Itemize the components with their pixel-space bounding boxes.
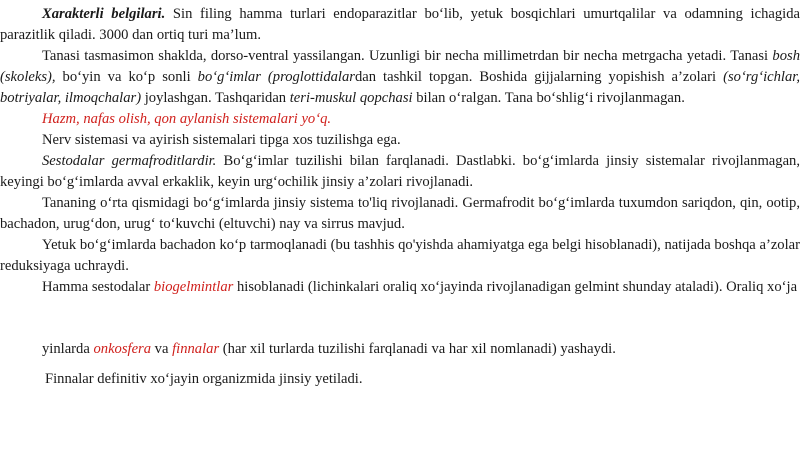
text-run: va xyxy=(151,341,173,357)
paragraph-body-structure xyxy=(0,46,800,109)
text-run: yinlarda xyxy=(42,341,94,357)
italic-term: bosh (skoleks), xyxy=(0,48,800,85)
italic-term: (so‘rg‘ichlar, botriyalar, ilmoqchalar) xyxy=(0,69,800,106)
paragraph-finnae-maturation: Finnalar definitiv xo‘jayin organizmida jinsiy yetiladi. xyxy=(45,371,363,387)
text-run: hisoblanadi (lichinkalari oraliq xo‘jayinda rivojlanadigan gelmint shunday ataladi). Oraliq xo‘ja xyxy=(233,279,798,295)
highlighted-term: biogelmintlar xyxy=(153,279,234,295)
paragraph-larval-stages xyxy=(42,339,800,360)
paragraph-text: Sin filing hamma turlari endoparazitlar bo‘lib, yetuk bosqichlari umurtqalilar va odamning ichagida parazitlik qiladi. 3000 dan ortiq turi ma’lum. xyxy=(0,6,800,43)
text-run: Hamma sestodalar xyxy=(42,279,154,295)
highlighted-term: onkosfera xyxy=(93,341,152,357)
paragraph-text: Bo‘g‘imlar tuzilishi bilan farqlanadi. Dastlabki. bo‘g‘imlarda jinsiy sistemalar rivojlanmagan, keyingi bo‘g‘imlarda avval erkaklik, keyin urg‘ochilik jinsiy a’zolari rivojlanadi. xyxy=(0,153,800,190)
text-run: bo‘yin va ko‘p sonli xyxy=(55,69,198,85)
text-block xyxy=(0,4,800,298)
highlighted-term: finnalar xyxy=(172,341,220,357)
text-run: bilan o‘ralgan. Tana bo‘shlig‘i rivojlanmagan. xyxy=(412,90,685,106)
text-run: Tanasi tasmasimon shaklda, dorso-ventral yassilangan. Uzunligi bir necha millimetrdan bir necha metrgacha yetadi. Tanasi xyxy=(42,48,773,64)
paragraph-nervous-system: Nerv sistemasi va ayirish sistemalari tipga xos tuzilishga ega. xyxy=(42,132,401,148)
text-run: joylashgan. Tashqaridan xyxy=(141,90,290,106)
paragraph-mature-segments: Yetuk bo‘g‘imlarda bachadon ko‘p tarmoqlanadi (bu tashhis qo'yishda ahamiyatga ega belgi hisoblanadi), natijada boshqa a’zolar reduksiyaga uchraydi. xyxy=(0,237,800,274)
text-run: (har xil turlarda tuzilishi farqlanadi va har xil nomlanadi) yashaydi. xyxy=(219,341,616,357)
italic-term: bo‘g‘imlar (proglottidalar xyxy=(197,69,355,85)
paragraph-hermaphrodites xyxy=(0,151,800,193)
paragraph-characteristics xyxy=(0,4,800,46)
italic-term: teri-muskul qopchasi xyxy=(289,90,413,106)
paragraph-missing-systems: Hazm, nafas olish, qon aylanish sistemalari yo‘q. xyxy=(42,111,332,127)
paragraph-reproductive-system: Tananing o‘rta qismidagi bo‘g‘imlarda jinsiy sistema to'liq rivojlanadi. Germafrodit bo‘g‘imlarda tuxumdon sariqdon, qin, ootip, bachadon, urug‘don, urug‘ to‘kuvchi (eltuvchi) nay va sirrus mavjud. xyxy=(0,195,800,232)
paragraph-biohelminths xyxy=(0,277,800,298)
text-run: dan tashkil topgan. Boshida gijjalarning yopishish a’zolari xyxy=(354,69,724,85)
paragraph-lead: Xarakterli belgilari. xyxy=(42,6,166,22)
paragraph-lead: Sestodalar germafroditlardir. xyxy=(42,153,217,169)
